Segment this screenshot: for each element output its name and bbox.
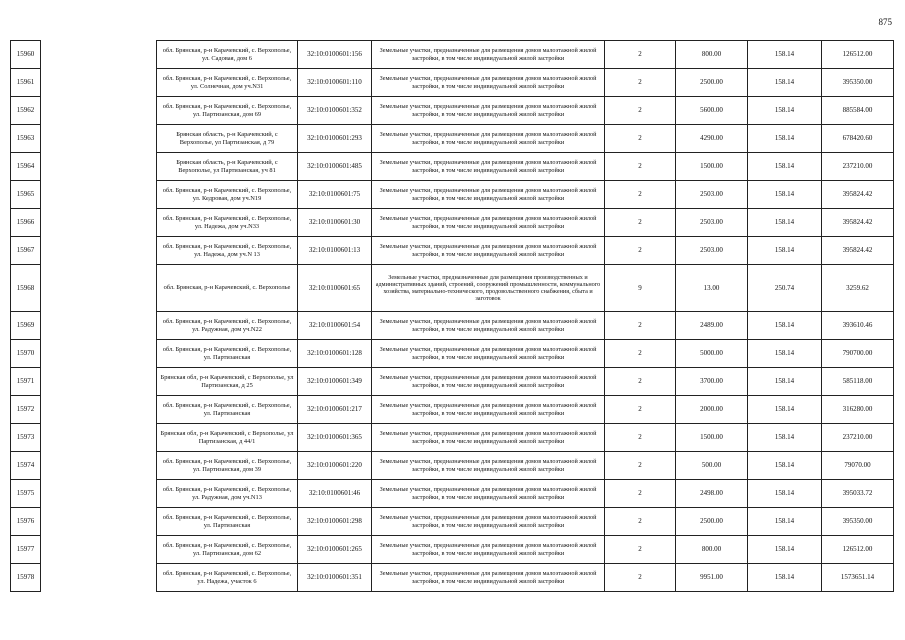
address-cell: обл. Брянская, р-н Карачевский, с. Верхополье, ул. Надежа, дом уч.N33 — [157, 209, 298, 237]
address-cell: Брянская обл, р-н Карачевский, с Верхополье, ул Партизанская, д 25 — [157, 368, 298, 396]
cadastral-value-cell: 395350.00 — [822, 69, 894, 97]
cadastral-number-cell: 32:10:0100601:265 — [298, 536, 372, 564]
area-cell: 13.00 — [676, 265, 748, 312]
empty-cell — [41, 564, 157, 592]
address-cell: обл. Брянская, р-н Карачевский, с. Верхополье, ул. Радужная, дом уч.N22 — [157, 312, 298, 340]
rate-cell: 158.14 — [748, 536, 822, 564]
cadastral-number-cell: 32:10:0100601:351 — [298, 564, 372, 592]
row-id: 15966 — [11, 209, 41, 237]
row-id: 15960 — [11, 41, 41, 69]
row-id: 15976 — [11, 508, 41, 536]
cadastral-number-cell: 32:10:0100601:54 — [298, 312, 372, 340]
empty-cell — [41, 508, 157, 536]
rate-cell: 158.14 — [748, 340, 822, 368]
table-row — [11, 125, 894, 153]
cadastral-number-cell: 32:10:0100601:349 — [298, 368, 372, 396]
address-cell: обл. Брянская, р-н Карачевский, с. Верхополье, ул. Партизанская — [157, 396, 298, 424]
area-cell: 2498.00 — [676, 480, 748, 508]
table-row — [11, 181, 894, 209]
rate-cell: 158.14 — [748, 97, 822, 125]
address-cell: обл. Брянская, р-н Карачевский, с. Верхополье, ул. Партизанская, дом 69 — [157, 97, 298, 125]
category-cell: 2 — [605, 209, 676, 237]
empty-cell — [41, 97, 157, 125]
category-cell: 2 — [605, 564, 676, 592]
category-cell: 2 — [605, 181, 676, 209]
page-number: 875 — [878, 17, 892, 27]
cadastral-number-cell: 32:10:0100601:365 — [298, 424, 372, 452]
cadastral-value-cell: 395824.42 — [822, 181, 894, 209]
cadastral-number-cell: 32:10:0100601:75 — [298, 181, 372, 209]
rate-cell: 158.14 — [748, 396, 822, 424]
land-purpose-cell: Земельные участки, предназначенные для размещения домов малоэтажной жилой застройки, в том числе индивидуальной жилой застройки — [372, 153, 605, 181]
empty-cell — [41, 480, 157, 508]
table-row — [11, 536, 894, 564]
table-row — [11, 209, 894, 237]
empty-cell — [41, 340, 157, 368]
rate-cell: 158.14 — [748, 564, 822, 592]
land-purpose-cell: Земельные участки, предназначенные для размещения домов малоэтажной жилой застройки, в том числе индивидуальной жилой застройки — [372, 97, 605, 125]
address-cell: Брянская область, р-н Карачевский, с Верхополье, ул Партизанская, д 79 — [157, 125, 298, 153]
table-row — [11, 340, 894, 368]
address-cell: обл. Брянская, р-н Карачевский, с. Верхополье, ул. Садовая, дом 6 — [157, 41, 298, 69]
area-cell: 2000.00 — [676, 396, 748, 424]
address-cell: обл. Брянская, р-н Карачевский, с. Верхополье — [157, 265, 298, 312]
category-cell: 2 — [605, 153, 676, 181]
cadastral-number-cell: 32:10:0100601:220 — [298, 452, 372, 480]
cadastral-number-cell: 32:10:0100601:298 — [298, 508, 372, 536]
empty-cell — [41, 237, 157, 265]
table-row — [11, 237, 894, 265]
area-cell: 1500.00 — [676, 424, 748, 452]
land-purpose-cell: Земельные участки, предназначенные для размещения домов малоэтажной жилой застройки, в том числе индивидуальной жилой застройки — [372, 69, 605, 97]
cadastral-number-cell: 32:10:0100601:352 — [298, 97, 372, 125]
cadastral-number-cell: 32:10:0100601:46 — [298, 480, 372, 508]
area-cell: 3700.00 — [676, 368, 748, 396]
row-id: 15961 — [11, 69, 41, 97]
cadastral-valuation-table — [10, 40, 894, 592]
address-cell: обл. Брянская, р-н Карачевский, с. Верхополье, ул. Радужная, дом уч.N13 — [157, 480, 298, 508]
address-cell: обл. Брянская, р-н Карачевский, с. Верхополье, ул. Надежа, дом уч.N 13 — [157, 237, 298, 265]
row-id: 15978 — [11, 564, 41, 592]
cadastral-number-cell: 32:10:0100601:65 — [298, 265, 372, 312]
cadastral-number-cell: 32:10:0100601:217 — [298, 396, 372, 424]
row-id: 15973 — [11, 424, 41, 452]
rate-cell: 158.14 — [748, 41, 822, 69]
empty-cell — [41, 312, 157, 340]
rate-cell: 158.14 — [748, 209, 822, 237]
cadastral-value-cell: 393610.46 — [822, 312, 894, 340]
cadastral-value-cell: 678420.60 — [822, 125, 894, 153]
land-purpose-cell: Земельные участки, предназначенные для размещения домов малоэтажной жилой застройки, в том числе индивидуальной жилой застройки — [372, 181, 605, 209]
address-cell: обл. Брянская, р-н Карачевский, с. Верхополье, ул. Солнечная, дом уч.N31 — [157, 69, 298, 97]
category-cell: 9 — [605, 265, 676, 312]
land-purpose-cell: Земельные участки, предназначенные для размещения домов малоэтажной жилой застройки, в том числе индивидуальной жилой застройки — [372, 396, 605, 424]
cadastral-value-cell: 395350.00 — [822, 508, 894, 536]
cadastral-value-cell: 237210.00 — [822, 424, 894, 452]
category-cell: 2 — [605, 125, 676, 153]
land-purpose-cell: Земельные участки, предназначенные для размещения домов малоэтажной жилой застройки, в том числе индивидуальной жилой застройки — [372, 368, 605, 396]
table-row — [11, 480, 894, 508]
row-id: 15971 — [11, 368, 41, 396]
cadastral-number-cell: 32:10:0100601:293 — [298, 125, 372, 153]
empty-cell — [41, 125, 157, 153]
cadastral-value-cell: 79070.00 — [822, 452, 894, 480]
table-row — [11, 153, 894, 181]
cadastral-value-cell: 1573651.14 — [822, 564, 894, 592]
cadastral-number-cell: 32:10:0100601:110 — [298, 69, 372, 97]
land-purpose-cell: Земельные участки, предназначенные для размещения домов малоэтажной жилой застройки, в том числе индивидуальной жилой застройки — [372, 564, 605, 592]
cadastral-value-cell: 126512.00 — [822, 536, 894, 564]
empty-cell — [41, 181, 157, 209]
cadastral-value-cell: 395033.72 — [822, 480, 894, 508]
row-id: 15977 — [11, 536, 41, 564]
cadastral-value-cell: 316280.00 — [822, 396, 894, 424]
cadastral-number-cell: 32:10:0100601:13 — [298, 237, 372, 265]
address-cell: обл. Брянская, р-н Карачевский, с. Верхополье, ул. Кедровая, дом уч.N19 — [157, 181, 298, 209]
empty-cell — [41, 536, 157, 564]
cadastral-value-cell: 3259.62 — [822, 265, 894, 312]
category-cell: 2 — [605, 480, 676, 508]
area-cell: 2503.00 — [676, 209, 748, 237]
rate-cell: 158.14 — [748, 424, 822, 452]
category-cell: 2 — [605, 312, 676, 340]
rate-cell: 158.14 — [748, 125, 822, 153]
category-cell: 2 — [605, 340, 676, 368]
empty-cell — [41, 153, 157, 181]
land-purpose-cell: Земельные участки, предназначенные для размещения домов малоэтажной жилой застройки, в том числе индивидуальной жилой застройки — [372, 209, 605, 237]
area-cell: 5000.00 — [676, 340, 748, 368]
land-purpose-cell: Земельные участки, предназначенные для размещения домов малоэтажной жилой застройки, в том числе индивидуальной жилой застройки — [372, 508, 605, 536]
area-cell: 800.00 — [676, 41, 748, 69]
cadastral-number-cell: 32:10:0100601:156 — [298, 41, 372, 69]
address-cell: обл. Брянская, р-н Карачевский, с. Верхополье, ул. Партизанская, дом 39 — [157, 452, 298, 480]
row-id: 15962 — [11, 97, 41, 125]
area-cell: 4290.00 — [676, 125, 748, 153]
cadastral-value-cell: 237210.00 — [822, 153, 894, 181]
table-row — [11, 564, 894, 592]
row-id: 15970 — [11, 340, 41, 368]
area-cell: 2500.00 — [676, 69, 748, 97]
cadastral-value-cell: 395824.42 — [822, 237, 894, 265]
address-cell: обл. Брянская, р-н Карачевский, с. Верхополье, ул. Партизанская — [157, 340, 298, 368]
category-cell: 2 — [605, 508, 676, 536]
row-id: 15963 — [11, 125, 41, 153]
table-row — [11, 312, 894, 340]
cadastral-number-cell: 32:10:0100601:30 — [298, 209, 372, 237]
category-cell: 2 — [605, 536, 676, 564]
area-cell: 2489.00 — [676, 312, 748, 340]
cadastral-value-cell: 126512.00 — [822, 41, 894, 69]
address-cell: Брянская обл, р-н Карачевский, с Верхополье, ул Партизанская, д 44/1 — [157, 424, 298, 452]
empty-cell — [41, 396, 157, 424]
table-row — [11, 41, 894, 69]
land-purpose-cell: Земельные участки, предназначенные для размещения домов малоэтажной жилой застройки, в том числе индивидуальной жилой застройки — [372, 125, 605, 153]
area-cell: 500.00 — [676, 452, 748, 480]
empty-cell — [41, 452, 157, 480]
category-cell: 2 — [605, 97, 676, 125]
row-id: 15969 — [11, 312, 41, 340]
empty-cell — [41, 424, 157, 452]
cadastral-value-cell: 395824.42 — [822, 209, 894, 237]
address-cell: обл. Брянская, р-н Карачевский, с. Верхополье, ул. Надежа, участок 6 — [157, 564, 298, 592]
category-cell: 2 — [605, 41, 676, 69]
cadastral-number-cell: 32:10:0100601:485 — [298, 153, 372, 181]
table-row — [11, 97, 894, 125]
cadastral-number-cell: 32:10:0100601:128 — [298, 340, 372, 368]
area-cell: 2503.00 — [676, 181, 748, 209]
land-purpose-cell: Земельные участки, предназначенные для размещения домов малоэтажной жилой застройки, в том числе индивидуальной жилой застройки — [372, 480, 605, 508]
category-cell: 2 — [605, 452, 676, 480]
rate-cell: 250.74 — [748, 265, 822, 312]
table-row — [11, 368, 894, 396]
empty-cell — [41, 368, 157, 396]
rate-cell: 158.14 — [748, 153, 822, 181]
rate-cell: 158.14 — [748, 69, 822, 97]
land-purpose-cell: Земельные участки, предназначенные для размещения домов малоэтажной жилой застройки, в том числе индивидуальной жилой застройки — [372, 41, 605, 69]
category-cell: 2 — [605, 424, 676, 452]
area-cell: 1500.00 — [676, 153, 748, 181]
empty-cell — [41, 265, 157, 312]
address-cell: Брянская область, р-н Карачевский, с Верхополье, ул Партизанская, уч 81 — [157, 153, 298, 181]
area-cell: 800.00 — [676, 536, 748, 564]
row-id: 15972 — [11, 396, 41, 424]
land-purpose-cell: Земельные участки, предназначенные для размещения домов малоэтажной жилой застройки, в том числе индивидуальной жилой застройки — [372, 424, 605, 452]
rate-cell: 158.14 — [748, 237, 822, 265]
row-id: 15975 — [11, 480, 41, 508]
address-cell: обл. Брянская, р-н Карачевский, с. Верхополье, ул. Партизанская, дом 62 — [157, 536, 298, 564]
land-purpose-cell: Земельные участки, предназначенные для размещения домов малоэтажной жилой застройки, в том числе индивидуальной жилой застройки — [372, 536, 605, 564]
cadastral-value-cell: 585118.00 — [822, 368, 894, 396]
rate-cell: 158.14 — [748, 480, 822, 508]
cadastral-value-cell: 885584.00 — [822, 97, 894, 125]
table-row — [11, 265, 894, 312]
rate-cell: 158.14 — [748, 181, 822, 209]
land-purpose-cell: Земельные участки, предназначенные для размещения домов малоэтажной жилой застройки, в том числе индивидуальной жилой застройки — [372, 312, 605, 340]
land-purpose-cell: Земельные участки, предназначенные для размещения домов малоэтажной жилой застройки, в том числе индивидуальной жилой застройки — [372, 237, 605, 265]
address-cell: обл. Брянская, р-н Карачевский, с. Верхополье, ул. Партизанская — [157, 508, 298, 536]
category-cell: 2 — [605, 69, 676, 97]
area-cell: 9951.00 — [676, 564, 748, 592]
table-row — [11, 424, 894, 452]
area-cell: 2500.00 — [676, 508, 748, 536]
rate-cell: 158.14 — [748, 452, 822, 480]
table-row — [11, 396, 894, 424]
table-row — [11, 69, 894, 97]
row-id: 15974 — [11, 452, 41, 480]
land-purpose-cell: Земельные участки, предназначенные для размещения домов малоэтажной жилой застройки, в том числе индивидуальной жилой застройки — [372, 452, 605, 480]
category-cell: 2 — [605, 396, 676, 424]
rate-cell: 158.14 — [748, 508, 822, 536]
rate-cell: 158.14 — [748, 312, 822, 340]
cadastral-value-cell: 790700.00 — [822, 340, 894, 368]
rate-cell: 158.14 — [748, 368, 822, 396]
row-id: 15965 — [11, 181, 41, 209]
area-cell: 2503.00 — [676, 237, 748, 265]
table-row — [11, 508, 894, 536]
row-id: 15964 — [11, 153, 41, 181]
category-cell: 2 — [605, 368, 676, 396]
empty-cell — [41, 209, 157, 237]
table-row — [11, 452, 894, 480]
land-purpose-cell: Земельные участки, предназначенные для размещения домов малоэтажной жилой застройки, в том числе индивидуальной жилой застройки — [372, 340, 605, 368]
empty-cell — [41, 41, 157, 69]
category-cell: 2 — [605, 237, 676, 265]
row-id: 15968 — [11, 265, 41, 312]
row-id: 15967 — [11, 237, 41, 265]
area-cell: 5600.00 — [676, 97, 748, 125]
land-purpose-cell: Земельные участки, предназначенные для размещения производственных и административных зданий, строений, сооружений промышленности, коммунального хозяйства, материально-технического, продовольственного снабжения, сбыта и заготовок — [372, 265, 605, 312]
empty-cell — [41, 69, 157, 97]
